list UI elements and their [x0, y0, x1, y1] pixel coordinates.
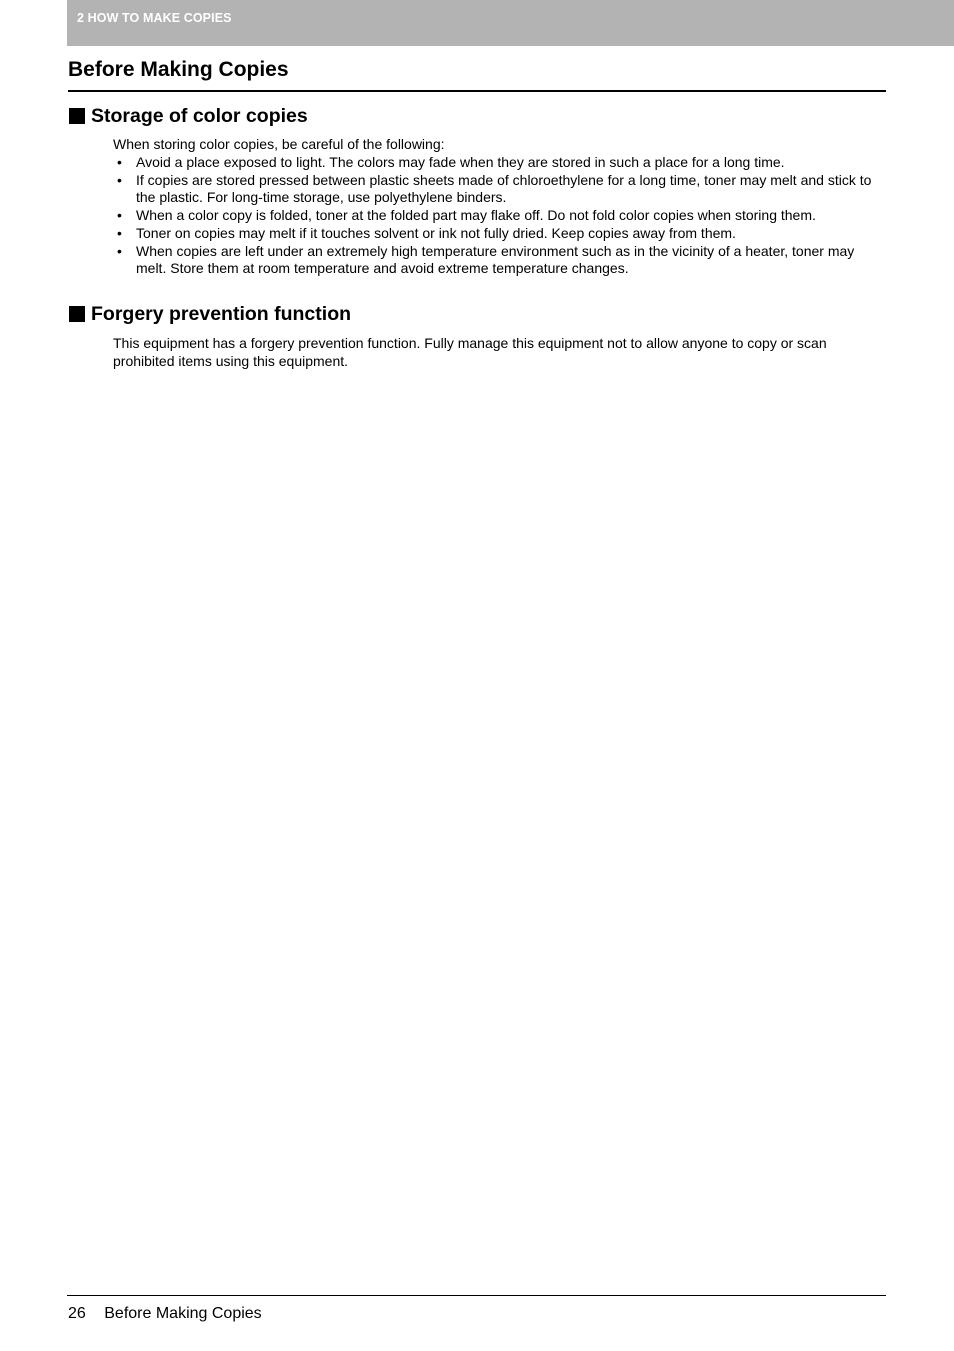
- forgery-body-text: This equipment has a forgery prevention function. Fully manage this equipment not to allow anyone to copy or scan prohibited items using this equipment.: [113, 335, 827, 369]
- black-square-icon: [69, 306, 85, 322]
- storage-intro-text: When storing color copies, be careful of the following:: [113, 136, 445, 152]
- section-heading-forgery: [68, 302, 351, 326]
- list-item-text: When a color copy is folded, toner at the folded part may flake off. Do not fold color copies when storing them.: [136, 207, 816, 224]
- list-item-text: If copies are stored pressed between plastic sheets made of chloroethylene for a long time, toner may melt and stick to the plastic. For long-time storage, use polyethylene binders.: [136, 171, 872, 206]
- bullet-icon: •: [117, 154, 122, 170]
- bullet-icon: •: [117, 207, 122, 224]
- page-footer: [68, 1304, 262, 1324]
- section-heading-storage: [68, 104, 308, 128]
- list-item-text: When copies are left under an extremely high temperature environment such as in the vicinity of a heater, toner may melt. Store them at room temperature and avoid extreme temperature changes.: [136, 242, 855, 277]
- page-title: Before Making Copies: [68, 57, 886, 92]
- chapter-header-bar: [67, 0, 954, 46]
- list-item: [113, 154, 888, 172]
- list-item: [113, 225, 888, 243]
- list-item-text: Avoid a place exposed to light. The colors may fade when they are stored in such a place for a long time.: [136, 154, 785, 170]
- footer-title: Before Making Copies: [104, 1305, 262, 1322]
- list-item: [113, 207, 888, 225]
- bullet-icon: •: [117, 171, 122, 188]
- black-square-icon: [69, 108, 85, 124]
- storage-bullet-list: [113, 154, 888, 278]
- bullet-icon: •: [117, 224, 122, 241]
- section-heading-text: Storage of color copies: [91, 105, 308, 127]
- bullet-icon: •: [117, 242, 122, 259]
- page-number: 26: [68, 1305, 86, 1322]
- footer-divider: [67, 1295, 886, 1296]
- list-item-text: Toner on copies may melt if it touches solvent or ink not fully dried. Keep copies away from them.: [136, 224, 736, 241]
- list-item: [113, 243, 888, 278]
- list-item: [113, 172, 888, 207]
- chapter-label: 2 HOW TO MAKE COPIES: [77, 11, 232, 25]
- section-heading-text: Forgery prevention function: [91, 303, 352, 325]
